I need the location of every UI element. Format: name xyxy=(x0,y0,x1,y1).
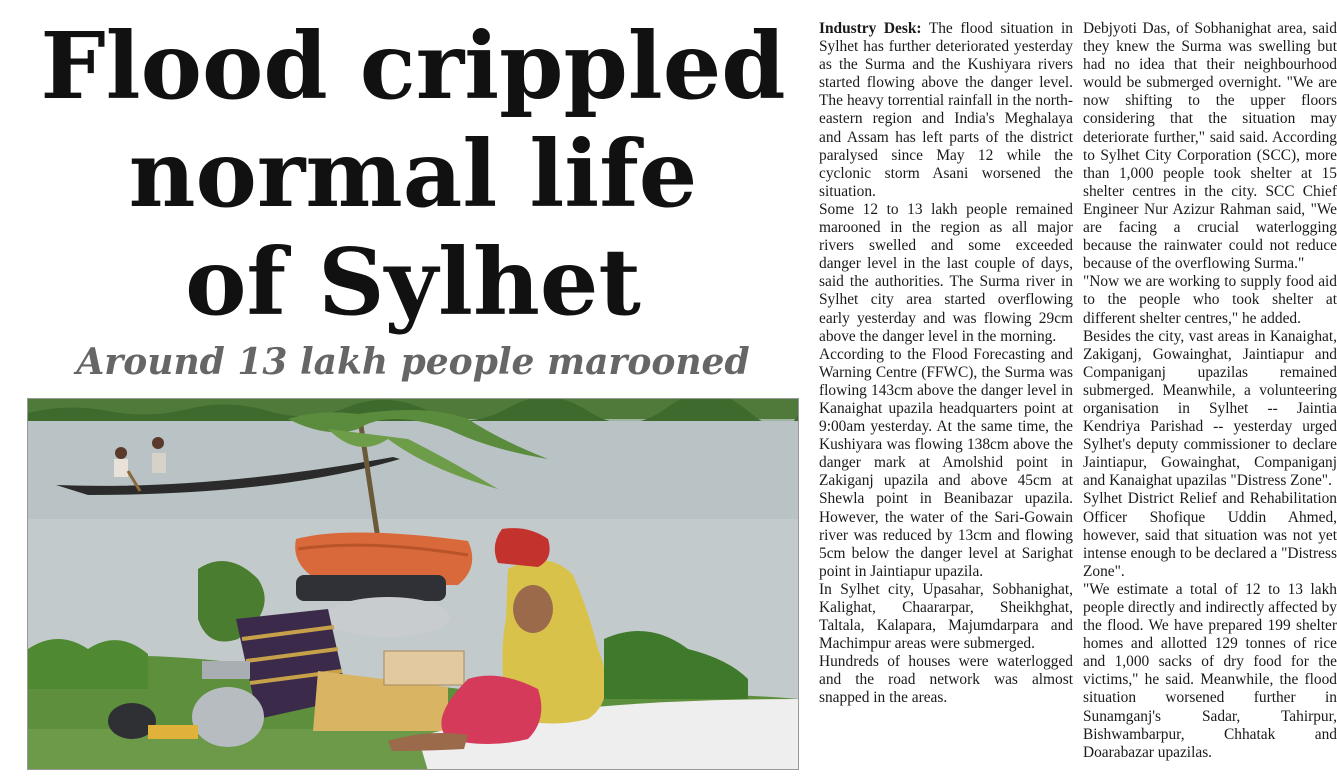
article-paragraph: Hundreds of houses were waterlogged and the road network was almost snapped in the areas. xyxy=(819,653,1073,707)
article-paragraph: Some 12 to 13 lakh people remained marooned in the region as all major rivers swelled and some exceeded danger level in the last couple of days, said the authorities. The Surma river in Sylhet city area started overflowing early yesterday and was flowing 29cm above the danger level in the morning. xyxy=(819,200,1073,345)
subheadline: Around 13 lakh people marooned xyxy=(76,341,750,383)
headline-line-2: normal life xyxy=(128,120,698,228)
metal-pot xyxy=(192,687,264,747)
news-photo xyxy=(27,398,799,770)
article-paragraph xyxy=(819,20,1073,201)
article-paragraph: Sylhet District Relief and Rehabilitation Officer Shofique Uddin Ahmed, however, said that situation was not yet intense enough to be declared a "Distress Zone". xyxy=(1083,490,1337,580)
article-paragraph: Besides the city, vast areas in Kanaighat, Zakiganj, Gowainghat, Jaintiapur and Companiganj upazilas remained submerged. Meanwhile, a volunteering organisation in Sylhet -- Jaintia Kendriya Parishad -- yesterday urged Sylhet's deputy commissioner to declare Jaintiapur, Gowainghat, Companiganj and Kanaighat upazilas "Distress Zone". xyxy=(1083,327,1337,490)
article-paragraph: According to the Flood Forecasting and Warning Centre (FFWC), the Surma was flowing 143cm above the danger level in Kanaighat upazila headquarters point at 9:00am yesterday. At the same time, the Kushiyara was flowing 138cm above the danger mark at Amolshid point in Zakiganj upazila and above 45cm at Shewla point in Beanibazar upazila. However, the water of the Sari-Gowain river was reduced by 13cm and flowing 5cm below the danger level at Sarighat point in Jaintiapur upazila. xyxy=(819,345,1073,580)
headline xyxy=(28,12,798,336)
article-paragraph: Debjyoti Das, of Sobhanighat area, said they knew the Surma was swelling but had no idea that their neighbourhood would be submerged overnight. "We are now shifting to the upper floors considering that the situation may deteriorate further," said said. According to Sylhet City Corporation (SCC), more than 1,000 people took shelter at 15 shelter centres in the city. SCC Chief Engineer Nur Azizur Rahman said, "We are facing a crucial waterlogging because the rainwater could not reduce because of the overflowing Surma." xyxy=(1083,20,1337,273)
article-column-2 xyxy=(1083,20,1337,772)
article-paragraph: In Sylhet city, Upasahar, Sobhanighat, Kalighat, Chaararpar, Sheikhghat, Taltala, Kalapara, Majumdarpara and Machimpur areas were submerged. xyxy=(819,580,1073,653)
article-column-1 xyxy=(819,20,1073,772)
article-paragraph: "We estimate a total of 12 to 13 lakh people directly and indirectly affected by the flood. We have prepared 199 shelter homes and allotted 129 tonnes of rice and 1,000 sacks of dry food for the victims," he said. Meanwhile, the flood situation worsened further in Sunamganj's Sadar, Tahirpur, Bishwambarpur, Chhatak and Doarabazar upazilas. xyxy=(1083,580,1337,761)
article-paragraph: "Now we are working to supply food aid to the people who took shelter at different shelter centres," he added. xyxy=(1083,273,1337,327)
headline-line-1: Flood crippled xyxy=(40,12,786,120)
byline: Industry Desk: xyxy=(819,20,922,37)
headline-line-3: of Sylhet xyxy=(185,228,641,336)
paragraph-text: The flood situation in Sylhet has further deteriorated yesterday as the Surma and the Kushiyara rivers started flowing above the danger level. The heavy torrential rainfall in the north-eastern region and India's Meghalaya and Assam has left parts of the district paralysed since May 12 while the cyclonic storm Asani worsened the situation. xyxy=(819,20,1073,200)
flood-photo-illustration xyxy=(28,399,799,770)
